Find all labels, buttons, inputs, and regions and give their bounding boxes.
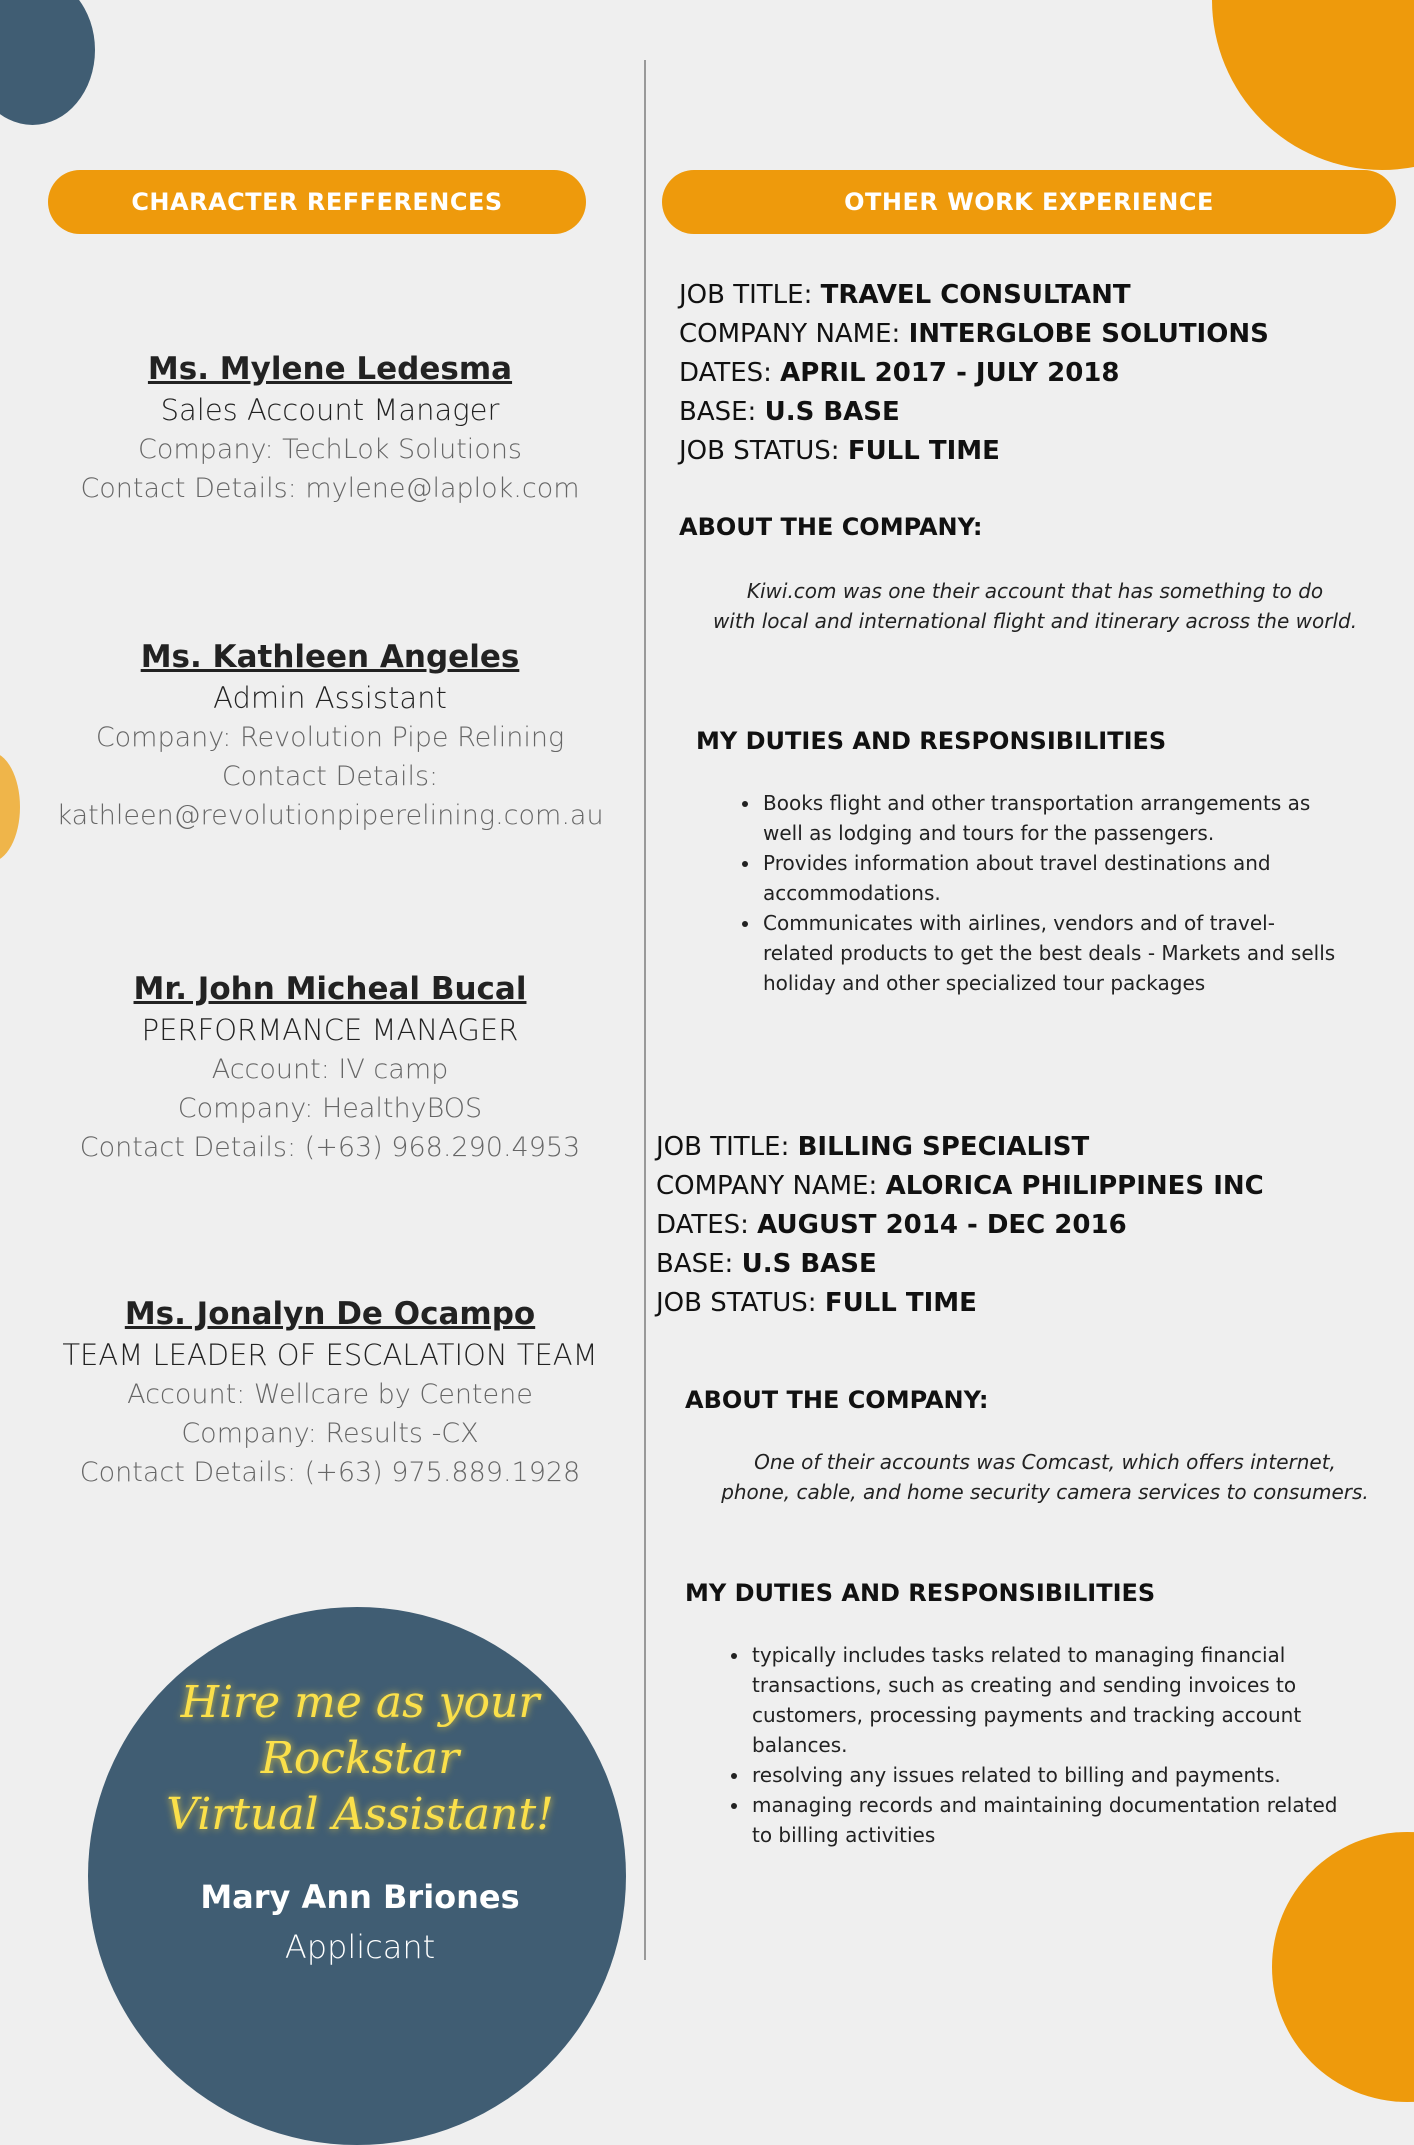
about-line: phone, cable, and home security camera services to consumers. <box>721 1480 1369 1504</box>
reference-name: Ms. Jonalyn De Ocampo <box>124 1296 536 1332</box>
reference-contact: Contact Details: (+63) 975.889.1928 <box>79 1457 581 1488</box>
other-work-experience-heading: OTHER WORK EXPERIENCE <box>662 170 1396 234</box>
dates-value: AUGUST 2014 - DEC 2016 <box>757 1210 1127 1240</box>
tagline-line: Rockstar <box>260 1733 460 1784</box>
reference-role: Sales Account Manager <box>160 393 500 427</box>
reference-company: Company: TechLok Solutions <box>138 434 522 465</box>
about-company-heading: ABOUT THE COMPANY: <box>679 513 983 541</box>
about-company-heading: ABOUT THE COMPANY: <box>685 1386 989 1414</box>
reference-account: Account: IV camp <box>211 1054 449 1085</box>
promo-tagline <box>150 1675 570 1843</box>
duty-item: • Provides information about travel destinations and accommodations. <box>761 848 1341 908</box>
field-label: DATES: <box>679 358 781 388</box>
company-name-value: INTERGLOBE SOLUTIONS <box>908 319 1269 349</box>
reference-name: Ms. Mylene Ledesma <box>147 351 513 387</box>
duty-item: • typically includes tasks related to managing financial transactions, such as creating and sending invoices to customers, processing payments and tracking account balances. <box>750 1640 1360 1760</box>
duties-heading: MY DUTIES AND RESPONSIBILITIES <box>696 727 1167 755</box>
decorative-circle-bottom-right <box>1272 1832 1414 2102</box>
job-details <box>656 1128 1264 1323</box>
reference-company: Company: Results -CX <box>181 1418 479 1449</box>
duty-item: • Communicates with airlines, vendors and of travel-related products to get the best deals - Markets and sells holiday and other specialized tour packages <box>761 908 1341 998</box>
decorative-circle-left-edge <box>0 752 20 862</box>
column-divider <box>644 60 646 1960</box>
about-line: Kiwi.com was one their account that has something to do <box>746 579 1324 603</box>
field-label: COMPANY NAME: <box>679 319 909 349</box>
reference-name: Mr. John Micheal Bucal <box>133 971 527 1007</box>
character-references-heading: CHARACTER REFFERENCES <box>48 170 586 234</box>
field-label: JOB TITLE: <box>656 1132 798 1162</box>
reference-role: TEAM LEADER OF ESCALATION TEAM <box>62 1338 598 1372</box>
reference-company: Company: HealthyBOS <box>177 1093 483 1124</box>
applicant-role: Applicant <box>284 1928 436 1966</box>
reference-company: Company: Revolution Pipe Relining <box>95 722 565 753</box>
reference-card <box>30 1293 630 1492</box>
duties-list <box>722 1640 1360 1850</box>
tagline-line: Hire me as your <box>180 1677 540 1728</box>
reference-contact: Contact Details: mylene@laplok.com <box>80 473 580 504</box>
job-status-value: FULL TIME <box>824 1288 977 1318</box>
field-label: BASE: <box>679 397 765 427</box>
field-label: JOB STATUS: <box>679 436 848 466</box>
base-value: U.S BASE <box>741 1249 877 1279</box>
job-title-value: BILLING SPECIALIST <box>797 1132 1090 1162</box>
applicant-name: Mary Ann Briones <box>200 1878 520 1916</box>
reference-role: PERFORMANCE MANAGER <box>141 1013 519 1047</box>
reference-contact: kathleen@revolutionpiperelining.com.au <box>56 800 604 831</box>
field-label: COMPANY NAME: <box>656 1171 886 1201</box>
field-label: JOB STATUS: <box>656 1288 825 1318</box>
reference-contact: Contact Details: (+63) 968.290.4953 <box>79 1132 581 1163</box>
decorative-circle-top-left <box>0 0 95 125</box>
dates-value: APRIL 2017 - JULY 2018 <box>780 358 1120 388</box>
field-label: DATES: <box>656 1210 758 1240</box>
base-value: U.S BASE <box>764 397 900 427</box>
about-line: with local and international flight and itinerary across the world. <box>712 609 1358 633</box>
job-title-value: TRAVEL CONSULTANT <box>820 280 1131 310</box>
field-label: BASE: <box>656 1249 742 1279</box>
reference-card <box>30 968 630 1167</box>
duties-heading: MY DUTIES AND RESPONSIBILITIES <box>685 1579 1156 1607</box>
reference-account: Account: Wellcare by Centene <box>127 1379 533 1410</box>
duty-item: • managing records and maintaining documentation related to billing activities <box>750 1790 1360 1850</box>
duty-item: • Books flight and other transportation arrangements as well as lodging and tours for the passengers. <box>761 788 1341 848</box>
reference-contact-label: Contact Details: <box>221 761 439 792</box>
reference-name: Ms. Kathleen Angeles <box>140 639 520 675</box>
duty-item: • resolving any issues related to billing and payments. <box>750 1760 1360 1790</box>
about-company-text <box>690 576 1380 636</box>
decorative-circle-top-right <box>1212 0 1414 170</box>
reference-card <box>30 348 630 508</box>
job-details <box>679 276 1269 471</box>
tagline-line: Virtual Assistant! <box>166 1789 554 1840</box>
about-line: One of their accounts was Comcast, which offers internet, <box>754 1450 1336 1474</box>
duties-list <box>733 788 1341 998</box>
about-company-text <box>690 1447 1400 1507</box>
field-label: JOB TITLE: <box>679 280 821 310</box>
job-status-value: FULL TIME <box>847 436 1000 466</box>
reference-card <box>30 636 630 835</box>
company-name-value: ALORICA PHILIPPINES INC <box>885 1171 1264 1201</box>
reference-role: Admin Assistant <box>213 681 447 715</box>
